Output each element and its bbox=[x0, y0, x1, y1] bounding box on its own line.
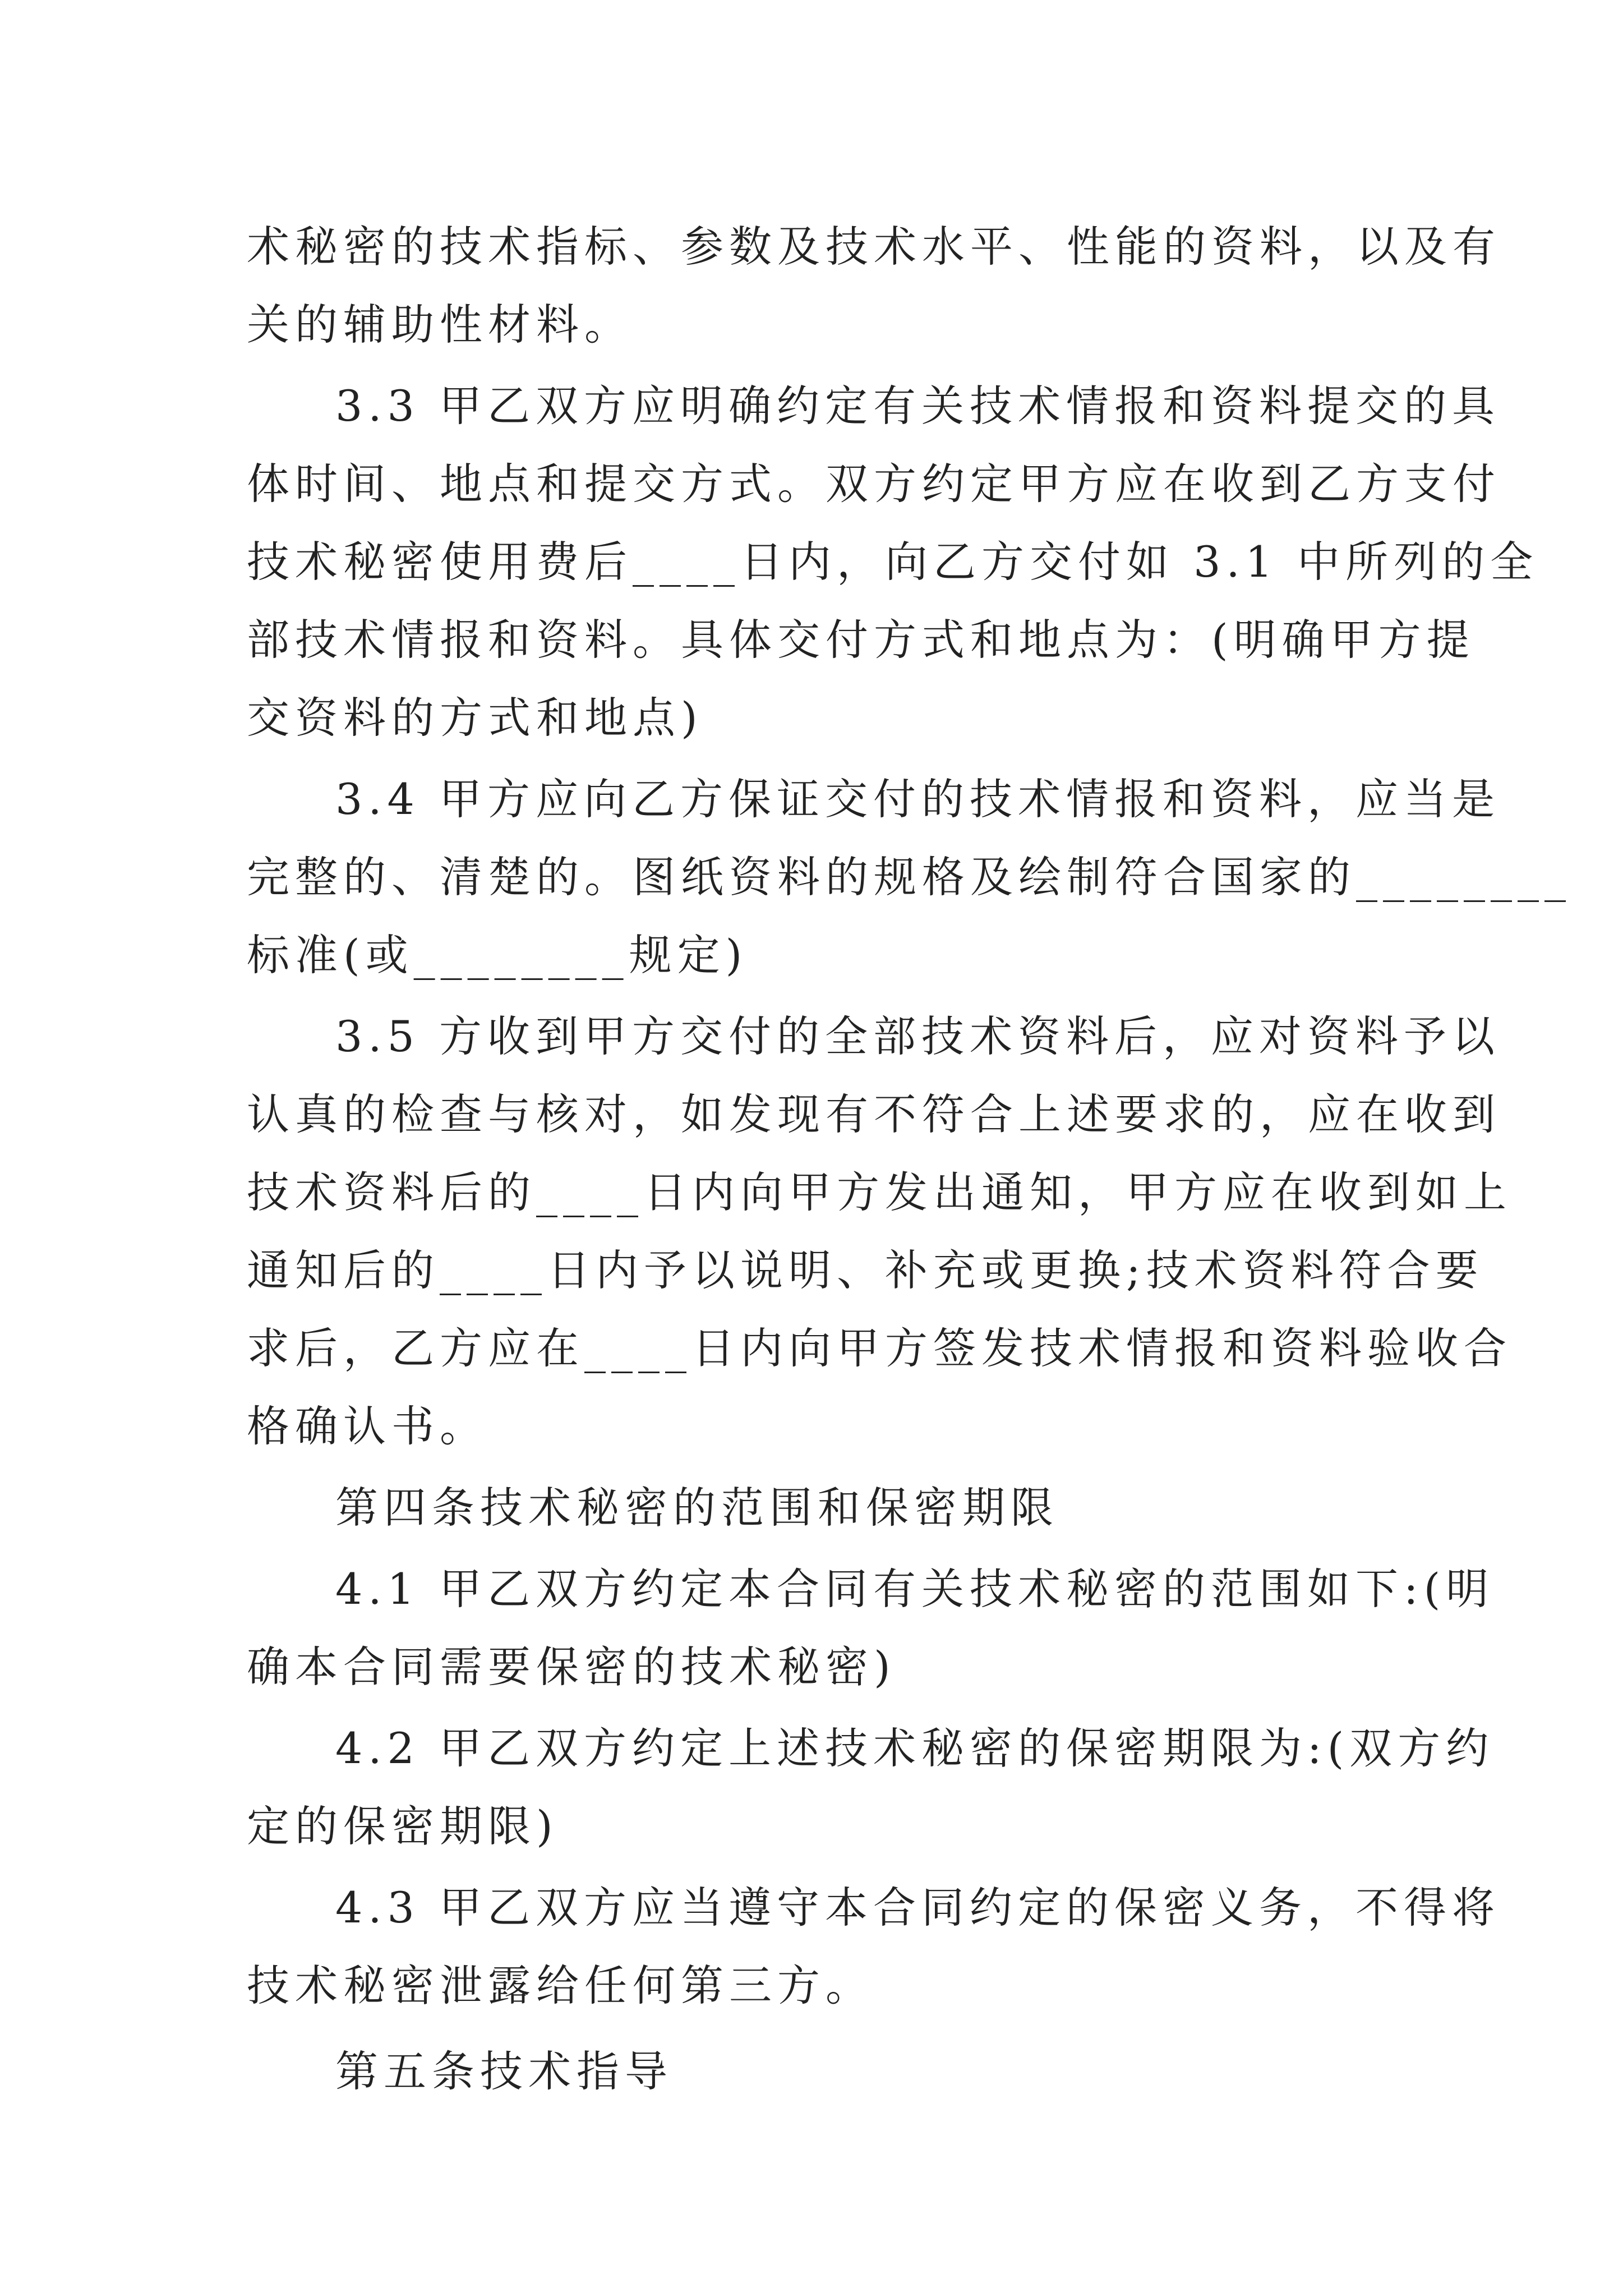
text-line: 交资料的方式和地点) bbox=[247, 693, 703, 743]
text-line: 求后，乙方应在____日内向甲方签发技术情报和资料验收合 bbox=[247, 1323, 1512, 1373]
text-line: 通知后的____日内予以说明、补充或更换;技术资料符合要 bbox=[247, 1245, 1484, 1295]
document-body bbox=[247, 208, 1571, 2110]
text-line: 关的辅助性材料。 bbox=[247, 300, 633, 349]
text-line: 技术资料后的____日内向甲方发出通知，甲方应在收到如上 bbox=[247, 1167, 1512, 1217]
text-line: 体时间、地点和提交方式。双方约定甲方应在收到乙方支付 bbox=[247, 459, 1501, 509]
text-line: 标准(或________规定) bbox=[247, 930, 748, 980]
text-line: 认真的检查与核对，如发现有不符合上述要求的，应在收到 bbox=[247, 1089, 1501, 1139]
text-line: 确本合同需要保密的技术秘密) bbox=[247, 1642, 896, 1692]
text-line: 4.1 甲乙双方约定本合同有关技术秘密的范围如下:(明 bbox=[335, 1564, 1495, 1614]
paragraph-4-3 bbox=[247, 1869, 1501, 2024]
section-heading: 第五条技术指导 bbox=[335, 2046, 673, 2096]
paragraph-4-1 bbox=[247, 1550, 1495, 1706]
text-line: 3.5 方收到甲方交付的全部技术资料后，应对资料予以 bbox=[335, 1011, 1501, 1061]
text-line: 技术秘密泄露给任何第三方。 bbox=[247, 1961, 874, 2010]
article-5-heading bbox=[247, 2032, 1391, 2110]
paragraph-3-4 bbox=[247, 760, 1571, 994]
text-line: 部技术情报和资料。具体交付方式和地点为：(明确甲方提 bbox=[247, 615, 1475, 665]
text-line: 3.4 甲方应向乙方保证交付的技术情报和资料，应当是 bbox=[335, 774, 1501, 824]
text-line: 技术秘密使用费后____日内，向乙方交付如 3.1 中所列的全 bbox=[247, 537, 1539, 587]
paragraph-3-5 bbox=[247, 997, 1512, 1465]
paragraph-3-3 bbox=[247, 367, 1539, 757]
paragraph-4-2 bbox=[247, 1709, 1495, 1865]
text-line: 4.2 甲乙双方约定上述技术秘密的保密期限为:(双方约 bbox=[335, 1723, 1495, 1773]
text-line: 3.3 甲乙双方应明确约定有关技术情报和资料提交的具 bbox=[335, 381, 1501, 431]
article-4-heading bbox=[247, 1469, 1391, 1547]
paragraph-continuation bbox=[247, 208, 1501, 364]
text-line: 定的保密期限) bbox=[247, 1801, 559, 1851]
text-line: 格确认书。 bbox=[247, 1401, 488, 1451]
text-line: 术秘密的技术指标、参数及技术水平、性能的资料，以及有 bbox=[247, 222, 1501, 272]
section-heading: 第四条技术秘密的范围和保密期限 bbox=[335, 1483, 1059, 1533]
text-line: 4.3 甲乙双方应当遵守本合同约定的保密义务，不得将 bbox=[335, 1883, 1501, 1932]
text-line: 完整的、清楚的。图纸资料的规格及绘制符合国家的________ bbox=[247, 852, 1571, 902]
